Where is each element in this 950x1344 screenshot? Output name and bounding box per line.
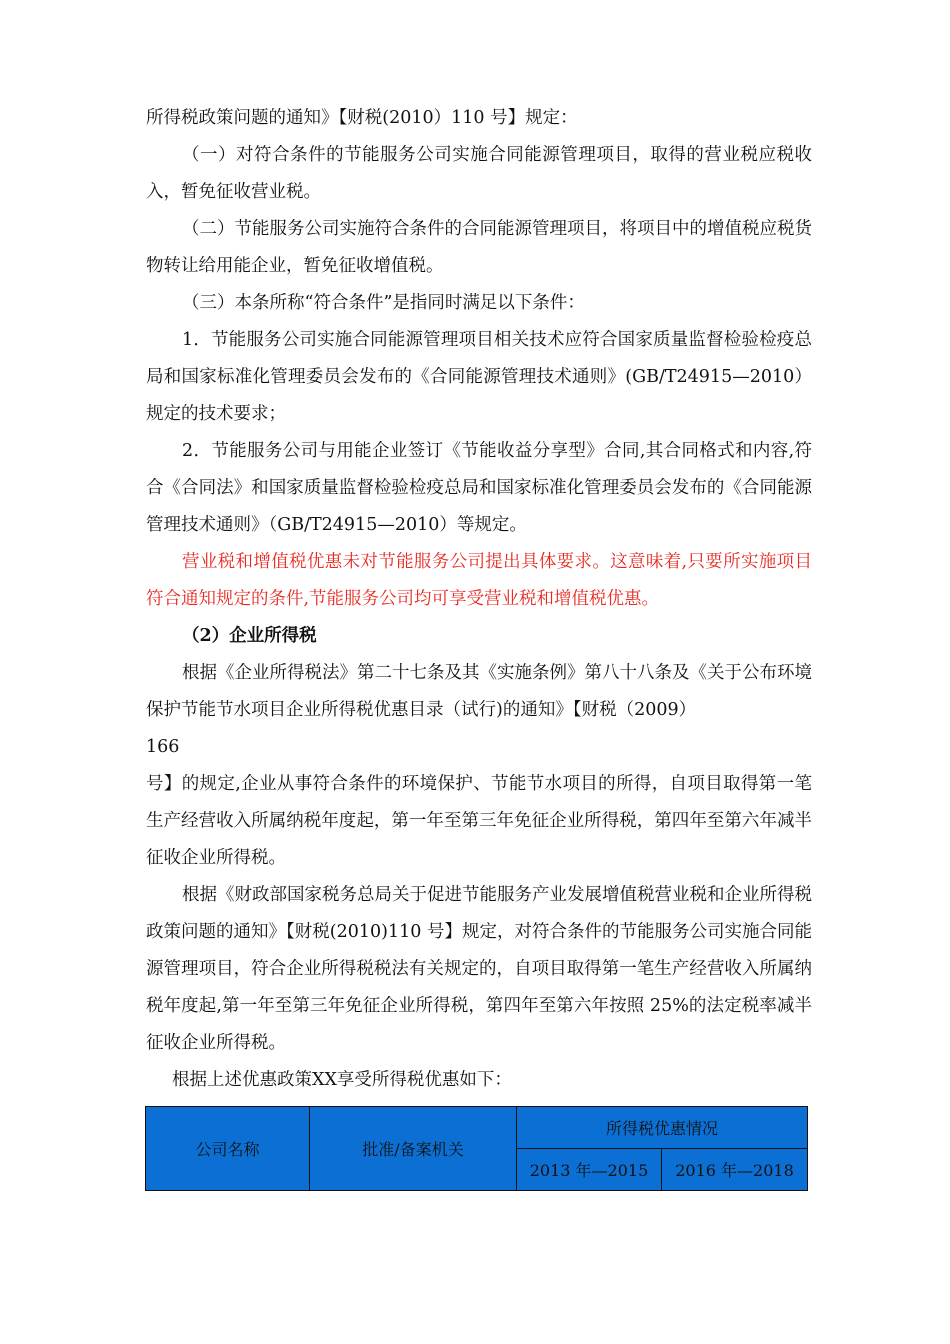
header-tax-preference: 所得税优惠情况	[517, 1107, 808, 1149]
paragraph-item-1: （一）对符合条件的节能服务公司实施合同能源管理项目，取得的营业税应税收入，暂免征收营业税。	[146, 145, 812, 202]
paragraph-item-2: （二）节能服务公司实施符合条件的合同能源管理项目，将项目中的增值税应税货物转让给用能企业，暂免征收增值税。	[146, 219, 812, 276]
paragraph-doc-number: 166	[146, 737, 180, 757]
paragraph-condition-1: 1．节能服务公司实施合同能源管理项目相关技术应符合国家质量监督检验检疫总局和国家标准化管理委员会发布的《合同能源管理技术通则》(GB/T24915—2010）规定的技术要求；	[146, 330, 812, 424]
paragraph-table-intro: 根据上述优惠政策XX享受所得税优惠如下：	[172, 1070, 512, 1090]
paragraph-regulation: 号】的规定,企业从事符合条件的环境保护、节能节水项目的所得，自项目取得第一笔生产经营收入所属纳税年度起，第一年至第三年免征企业所得税，第四年至第六年减半征收企业所得税。	[146, 774, 812, 868]
paragraph-law-basis: 根据《企业所得税法》第二十七条及其《实施条例》第八十八条及《关于公布环境保护节能节水项目企业所得税优惠目录（试行)的通知》【财税（2009）	[146, 663, 812, 720]
paragraph-highlight-note: 营业税和增值税优惠未对节能服务公司提出具体要求。这意味着,只要所实施项目符合通知规定的条件,节能服务公司均可享受营业税和增值税优惠。	[146, 552, 812, 609]
paragraph-notice-continuation: 所得税政策问题的通知》【财税(2010）110 号】规定：	[146, 108, 578, 128]
paragraph-condition-2: 2．节能服务公司与用能企业签订《节能收益分享型》合同,其合同格式和内容,符合《合同法》和国家质量监督检验检疫总局和国家标准化管理委员会发布的《合同能源管理技术通则》（GB/T24915—2010）等规定。	[146, 441, 812, 535]
section-heading-income-tax: （2）企业所得税	[182, 626, 317, 646]
paragraph-notice-basis: 根据《财政部国家税务总局关于促进节能服务产业发展增值税营业税和企业所得税政策问题的通知》【财税(2010)110 号】规定，对符合条件的节能服务公司实施合同能源管理项目，符合企业所得税税法有关规定的，自项目取得第一笔生产经营收入所属纳税年度起,第一年至第三年免征企业所得税，第四年至第六年按照 25%的法定税率减半征收企业所得税。	[146, 885, 812, 1053]
paragraph-item-3: （三）本条所称“符合条件”是指同时满足以下条件：	[182, 293, 585, 313]
header-company-name: 公司名称	[146, 1107, 310, 1191]
header-period-2013-2015: 2013 年—2015	[517, 1149, 662, 1191]
header-period-2016-2018: 2016 年—2018	[662, 1149, 808, 1191]
header-approval-authority: 批准/备案机关	[310, 1107, 517, 1191]
tax-preference-table	[145, 1106, 808, 1191]
